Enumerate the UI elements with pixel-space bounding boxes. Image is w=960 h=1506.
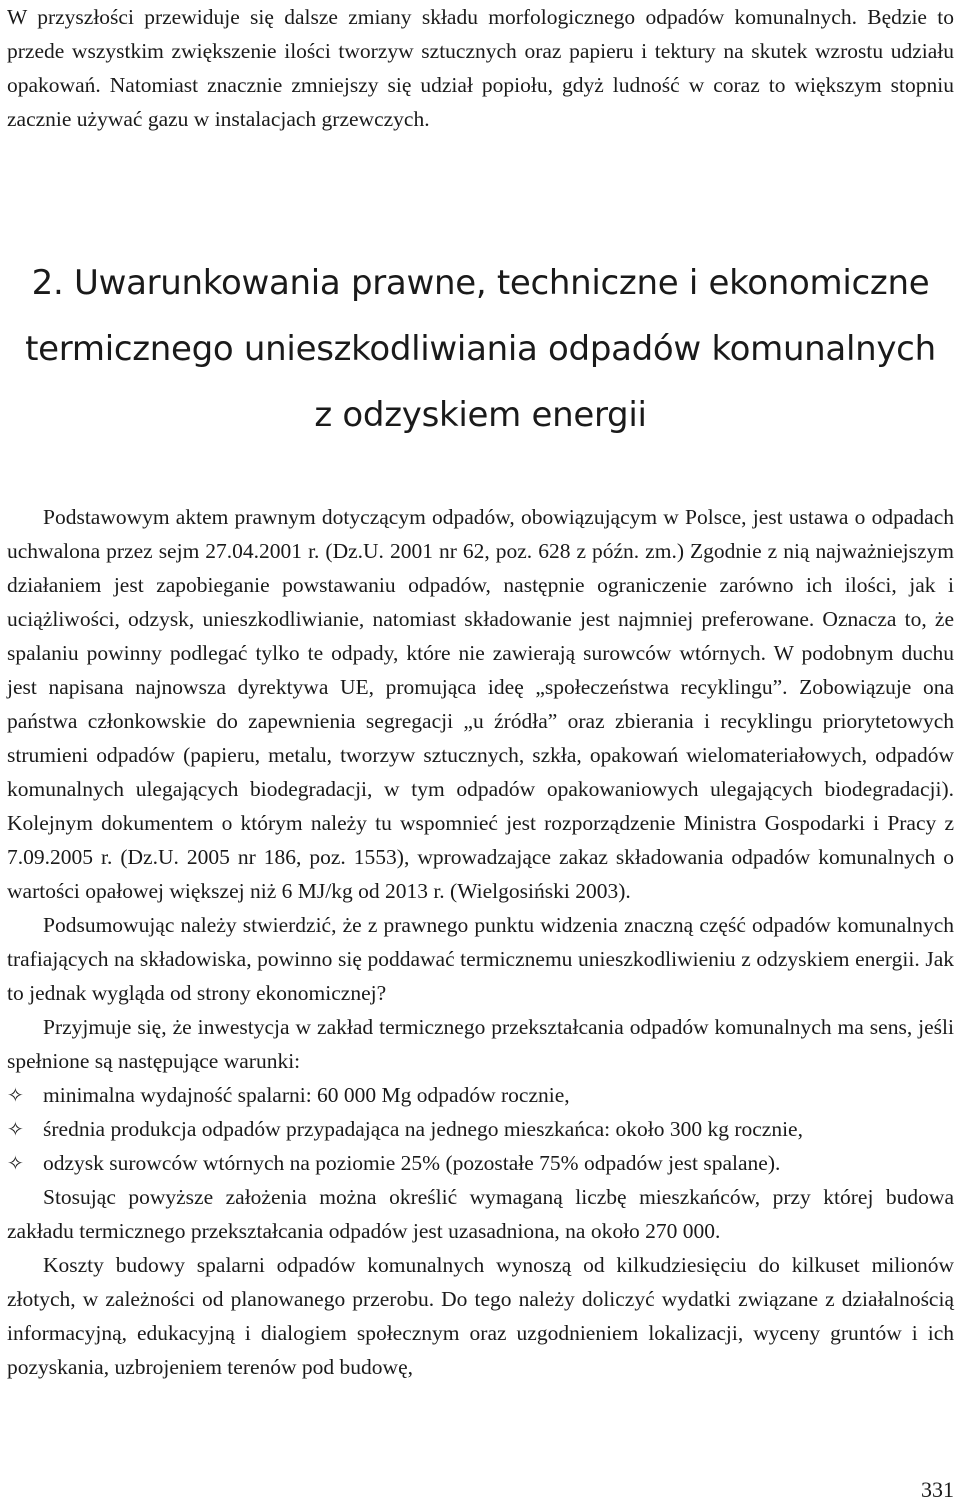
bullet-star-icon: ✧ bbox=[7, 1151, 24, 1175]
section-heading-line-3: z odzyskiem energii bbox=[314, 395, 647, 435]
list-item-text: minimalna wydajność spalarni: 60 000 Mg odpadów rocznie, bbox=[43, 1083, 570, 1107]
paragraph-legal-framework: Podstawowym aktem prawnym dotyczącym odpadów, obowiązującym w Polsce, jest ustawa o odpadach uchwalona przez sejm 27.04.2001 r. (Dz.U. 2001 nr 62, poz. 628 z późn. zm.) Zgodnie z nią najważniejszym działaniem jest zapobieganie powstawaniu odpadów, następnie ograniczenie zarówno ich ilości, jak i uciążliwości, odzysk, unieszkodliwianie, natomiast składowanie jest najmniej preferowane. Oznacza to, że spalaniu powinny podlegać tylko te odpady, które nie zawierają surowców wtórnych. W podobnym duchu jest napisana najnowsza dyrektywa UE, promująca ideę „społeczeństwa recyklingu”. Zobowiązuje ona państwa członkowskie do zapewnienia segregacji „u źródła” oraz zbierania i recyklingu priorytetowych strumieni odpadów (papieru, metalu, tworzyw sztucznych, szkła, opakowań wielomateriałowych, odpadów komunalnych ulegających biodegradacji, w tym odpadów opakowaniowych ulegających biodegradacji). Kolejnym dokumentem o którym należy tu wspomnieć jest rozporządzenie Ministra Gospodarki i Pracy z 7.09.2005 r. (Dz.U. 2005 nr 186, poz. 1553), wprowadzające zakaz składowania odpadów komunalnych o wartości opałowej większej niż 6 MJ/kg od 2013 r. (Wielgosiński 2003). bbox=[7, 505, 954, 903]
list-item bbox=[7, 1146, 954, 1180]
section-heading-line-2: termicznego unieszkodliwiania odpadów komunalnych bbox=[25, 329, 936, 369]
list-item-text: odzysk surowców wtórnych na poziomie 25% (pozostałe 75% odpadów jest spalane). bbox=[43, 1151, 781, 1175]
bullet-star-icon: ✧ bbox=[7, 1117, 24, 1141]
bullet-star-icon: ✧ bbox=[7, 1083, 24, 1107]
page-number: 331 bbox=[921, 1477, 954, 1502]
list-item bbox=[7, 1112, 954, 1146]
section-body bbox=[7, 500, 954, 1384]
section-heading bbox=[7, 250, 954, 448]
list-item bbox=[7, 1078, 954, 1112]
paragraph-summary: Podsumowując należy stwierdzić, że z prawnego punktu widzenia znaczną część odpadów komunalnych trafiających na składowiska, powinno się poddawać termicznemu unieszkodliwieniu z odzyskiem energii. Jak to jednak wygląda od strony ekonomicznej? bbox=[7, 913, 954, 1005]
section-heading-line-1: 2. Uwarunkowania prawne, techniczne i ekonomiczne bbox=[31, 263, 930, 303]
paragraph-conditions-intro: Przyjmuje się, że inwestycja w zakład termicznego przekształcania odpadów komunalnych ma sens, jeśli spełnione są następujące warunki: bbox=[7, 1015, 954, 1073]
list-item-text: średnia produkcja odpadów przypadająca na jednego mieszkańca: około 300 kg rocznie, bbox=[43, 1117, 803, 1141]
paragraph-population-estimate: Stosując powyższe założenia można określić wymaganą liczbę mieszkańców, przy której budowa zakładu termicznego przekształcania odpadów jest uzasadniona, na około 270 000. bbox=[7, 1185, 954, 1243]
intro-paragraph: W przyszłości przewiduje się dalsze zmiany składu morfologicznego odpadów komunalnych. Będzie to przede wszystkim zwiększenie ilości tworzyw sztucznych oraz papieru i tektury na skutek wzrostu udziału opakowań. Natomiast znacznie zmniejszy się udział popiołu, gdyż ludność w coraz to większym stopniu zacznie używać gazu w instalacjach grzewczych. bbox=[7, 5, 954, 131]
paragraph-construction-costs: Koszty budowy spalarni odpadów komunalnych wynoszą od kilkudziesięciu do kilkuset milionów złotych, w zależności od planowanego przerobu. Do tego należy doliczyć wydatki związane z działalnością informacyjną, edukacyjną i dialogiem społecznym oraz uzgodnieniem lokalizacji, wyceny gruntów i ich pozyskania, uzbrojeniem terenów pod budowę, bbox=[7, 1253, 954, 1379]
conditions-list bbox=[7, 1078, 954, 1180]
